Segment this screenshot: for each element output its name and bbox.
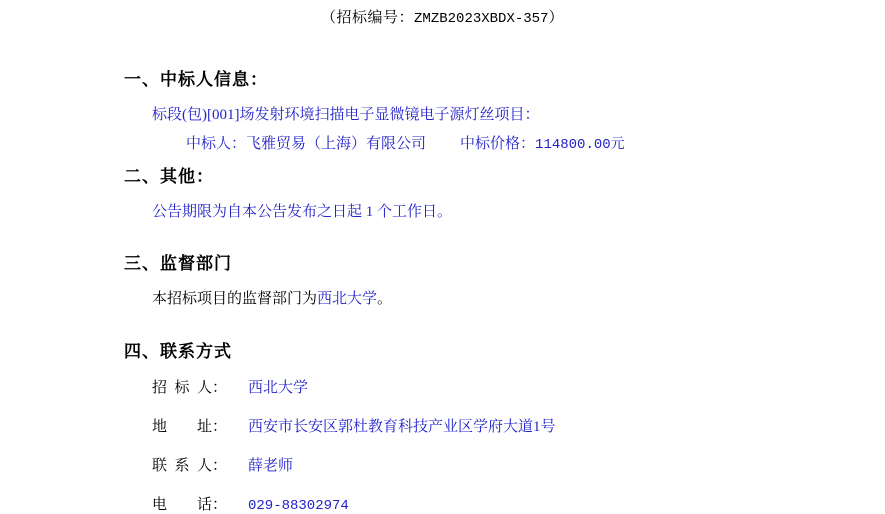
supervision-organization: 西北大学: [317, 291, 378, 307]
supervision-suffix: 。: [377, 291, 393, 307]
tender-number-prefix: （招标编号：: [321, 10, 415, 26]
contact-label-tenderer: 招 标 人：: [152, 379, 228, 396]
section-heading-other: 二、其他：: [124, 166, 214, 187]
contact-label-phone: 电 话：: [152, 496, 228, 513]
supervision-paragraph: [124, 288, 845, 311]
winner-label: 中标人：: [186, 135, 247, 152]
document-page: [0, 6, 885, 514]
tender-number-suffix: ）: [548, 10, 564, 26]
section-heading-contact: 四、联系方式: [124, 341, 232, 362]
section-heading-supervision: 三、监督部门: [124, 254, 232, 274]
tender-number-line: [0, 6, 885, 27]
contact-label-address: 地 址：: [152, 418, 228, 435]
lot-description: 标段(包)[001]场发射环境扫描电子显微镜电子源灯丝项目：: [152, 107, 540, 123]
document-body: [0, 65, 885, 514]
contact-value-person: 薛老师: [248, 457, 294, 474]
price-value: 114800.00元: [535, 136, 625, 153]
tender-number-code: ZMZB2023XBDX-357: [414, 11, 549, 27]
section-heading-winner: 一、中标人信息：: [124, 70, 268, 90]
supervision-prefix: 本招标项目的监督部门为: [152, 291, 318, 307]
winner-award-line: [124, 133, 845, 156]
contact-row-phone: [124, 493, 845, 514]
contact-row-tenderer: [124, 376, 845, 397]
winner-value: 飞雅贸易（上海）有限公司: [246, 135, 427, 152]
price-label: 中标价格：: [460, 135, 536, 152]
other-paragraph: 公告期限为自本公告发布之日起 1 个工作日。: [152, 203, 453, 220]
contact-row-address: [124, 415, 845, 436]
contact-row-person: [124, 454, 845, 475]
contact-value-tenderer: 西北大学: [248, 379, 309, 396]
contact-label-person: 联 系 人：: [152, 457, 228, 474]
contact-value-address: 西安市长安区郭杜教育科技产业区学府大道1号: [248, 418, 556, 435]
contact-value-phone: 029-88302974: [248, 497, 349, 514]
